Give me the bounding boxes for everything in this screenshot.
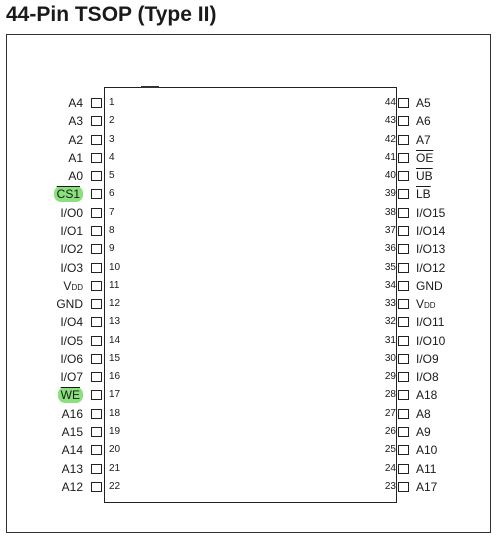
pin-label-text: V [416,297,425,312]
pin-33 [0,295,499,313]
pin-number: 24 [384,462,396,474]
pin-label-text: A8 [416,406,431,421]
pin-label-text: A11 [416,461,437,476]
pin-number: 35 [384,261,396,273]
pin-pad [398,98,409,108]
pin-label [416,314,444,330]
diagram-title: 44-Pin TSOP (Type II) [6,3,217,26]
pin-label [416,406,431,422]
pin-pad [398,208,409,218]
pin-number: 11 [109,279,120,291]
pin-label [416,150,433,166]
pin-23 [0,478,499,496]
pin-label-text: I/O0 [60,205,83,220]
pin-label-text: A16 [61,406,83,421]
pin-pad [398,153,409,163]
pin-label-text: A3 [68,114,83,129]
pin-label-text: A12 [61,479,83,494]
pin-number: 1 [109,97,115,108]
pin-label-text: CS1 [56,187,80,202]
pin-label-text: $\overline{WE}$ [60,388,80,403]
pin-label-text: I/O7 [60,370,83,385]
pin-label-text: I/O13 [416,242,446,257]
pin-31 [0,332,499,350]
pin-label-text: A17 [416,479,438,494]
pin-number: 22 [109,480,121,492]
pin-number: 25 [384,444,396,456]
pin-label [416,113,431,129]
pin-label-text: $\overline{UB}$ [416,169,433,184]
pin-39 [0,185,499,203]
pin-40 [0,167,499,185]
pin-number: 15 [109,352,121,364]
pin-number: 32 [384,316,396,328]
pin-label [416,241,445,257]
pin-number: 38 [384,206,396,218]
pin-label-text: I/O1 [60,223,83,238]
pin-number: 28 [384,389,396,401]
pin-number: 44 [384,97,396,108]
pin-label-text: A7 [416,132,431,147]
pin-pad [398,189,409,199]
pin-38 [0,204,499,222]
pin-pad [398,482,409,492]
pin-number: 3 [109,133,115,145]
pin-label-text: I/O3 [60,260,83,275]
pin-number: 31 [384,334,396,346]
pin-25 [0,441,499,459]
pin-number: 23 [384,480,396,492]
pin-pad [398,445,409,455]
pin-label [416,223,445,239]
pin-number: 39 [384,188,396,200]
pin-label [416,442,437,458]
pin-label [416,95,431,111]
pin-24 [0,460,499,478]
pin-label-text: I/O5 [60,333,83,348]
pin-label-text: I/O12 [416,260,446,275]
pin-number: 36 [384,243,396,255]
pin-label-subscript: DD [71,282,83,292]
pin-label [416,333,445,349]
pin-number: 37 [384,224,396,236]
pin-label-text: $\overline{OE}$ [416,150,434,165]
pin-label [416,424,431,440]
pin-label [416,132,431,148]
pin-number: 14 [109,334,121,346]
pin-pad [398,336,409,346]
pin-number: 5 [109,170,115,182]
pin-pad [398,116,409,126]
pin-number: 7 [109,206,115,218]
pin-label-text: V [63,278,72,293]
pin-number: 42 [384,133,396,145]
pin-number: 43 [384,115,396,127]
pin-label-text: $\overline{LB}$ [416,187,431,202]
pin-27 [0,405,499,423]
pin-number: 21 [109,462,121,474]
pin-pad [398,372,409,382]
pin-label [416,186,431,202]
pin-label [416,278,443,294]
pin-pad [398,299,409,309]
pin-43 [0,112,499,130]
pin-label-text: A4 [68,96,83,110]
pin-pad [398,171,409,181]
pin-30 [0,350,499,368]
pin-number: 33 [384,298,396,310]
pin-pad [398,226,409,236]
pin-number: 18 [109,407,121,419]
pin-number: 16 [109,371,121,383]
pin-label-text: GND [56,297,83,312]
pin-label [416,479,437,495]
pin-number: 30 [384,352,396,364]
pin-label-text: I/O8 [416,370,439,385]
pin-label-text: A5 [416,96,431,110]
pin-label-text: A6 [416,114,431,129]
pin-28 [0,386,499,404]
pin-number: 6 [109,188,115,200]
pin-label-text: A2 [68,132,83,147]
pin-pad [398,281,409,291]
pin-35 [0,259,499,277]
pin-pad [398,317,409,327]
pin-pad [398,427,409,437]
pin-label-text: A1 [68,150,83,165]
pin-44 [0,94,499,112]
pin-number: 27 [384,407,396,419]
pin-label-subscript: DD [424,301,436,311]
pin-number: 8 [109,224,115,236]
pin-37 [0,222,499,240]
pin-pad [398,354,409,364]
pin-number: 41 [384,151,396,163]
pin-label-text: A14 [61,443,83,458]
pin-label-text: I/O11 [416,315,445,330]
pin-number: 34 [384,279,396,291]
pin-pad [398,409,409,419]
pin-36 [0,240,499,258]
pin-pad [398,135,409,145]
pin-34 [0,277,499,295]
pin-pad [398,390,409,400]
pin-32 [0,313,499,331]
pin-label [416,387,437,403]
pin-number: 9 [109,243,115,255]
pin-number: 4 [109,151,115,163]
pin-label [416,205,445,221]
pin-label [416,461,436,477]
pin-number: 29 [384,371,396,383]
pin-label [416,168,433,184]
pin-label-text: A0 [68,169,83,184]
pin-number: 2 [109,115,115,127]
pin-pad [398,464,409,474]
pin-label-text: I/O14 [416,223,446,238]
pin-number: 40 [384,170,396,182]
pin-label-text: I/O6 [60,351,83,366]
pin-label-text: I/O9 [416,351,439,366]
pin-number: 13 [109,316,121,328]
pin-number: 19 [109,426,121,438]
pin-29 [0,368,499,386]
pin-label-text: A15 [61,425,83,440]
pin-label-text: I/O15 [416,205,446,220]
pin-pad [398,244,409,254]
pin-label-text: A18 [416,388,438,403]
pin-label-text: I/O10 [416,333,446,348]
pin-label-text: A13 [61,461,83,476]
pin-number: 10 [109,261,121,273]
pin-number: 26 [384,426,396,438]
pin-label-text: A9 [416,425,431,440]
pin-41 [0,149,499,167]
pin-label [416,351,439,367]
pin-label [416,369,439,385]
pin-pad [398,263,409,273]
pin-label [416,260,445,276]
chip-notch [141,86,159,88]
pin-number: 20 [109,444,121,456]
pin-label-text: A10 [416,443,438,458]
pin-42 [0,131,499,149]
pin-number: 17 [109,389,121,401]
pin-number: 12 [109,298,121,310]
pin-label [416,296,436,314]
pin-26 [0,423,499,441]
pin-label-text: I/O2 [60,242,83,257]
pin-label-text: I/O4 [60,315,83,330]
pin-label-text: GND [416,278,443,293]
